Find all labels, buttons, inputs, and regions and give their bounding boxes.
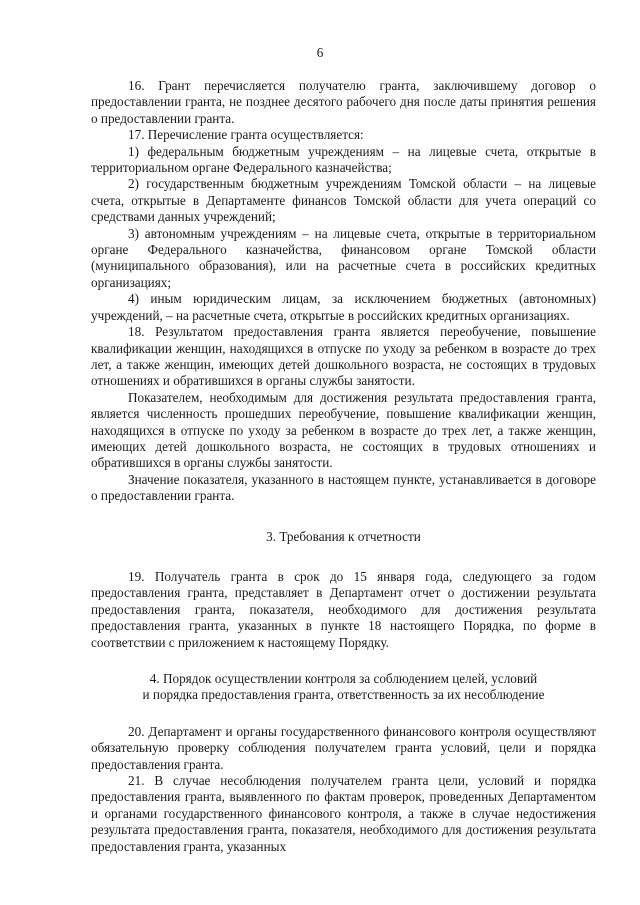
paragraph-20: 20. Департамент и органы государственного финансового контроля осуществляют обязательную проверку соблюдения получателем гранта условий, цели и порядка предоставления гранта. <box>91 723 596 772</box>
paragraph-17: 17. Перечисление гранта осуществляется: <box>128 127 364 143</box>
paragraph-18-indicator: Показателем, необходимым для достижения результата предоставления гранта, является численность прошедших переобучение, повышение квалификации женщин, находящихся в отпуске по уходу за ребенком в возрасте до трех лет, а также женщин, имеющих детей дошкольного возраста, не состоящих в трудовых отношениях и обратившихся в органы службы занятости. <box>91 389 596 471</box>
spacer <box>91 651 596 671</box>
spacer <box>91 505 596 529</box>
document-body <box>91 78 596 855</box>
paragraph-17-item-1: 1) федеральным бюджетным учреждениям – на лицевые счета, открытые в территориальном органе Федерального казначейства; <box>91 143 596 176</box>
spacer <box>91 704 596 724</box>
section-4-heading-line-1: 4. Порядок осуществлении контроля за соблюдением целей, условий <box>149 671 538 686</box>
spacer <box>91 545 596 569</box>
paragraph-18-value: Значение показателя, указанного в настоящем пункте, устанавливается в договоре о предоставлении гранта. <box>91 471 596 504</box>
section-4-heading-line-2: и порядка предоставления гранта, ответственность за их несоблюдение <box>142 687 545 703</box>
page-number: 6 <box>316 45 324 60</box>
section-3-heading: 3. Требования к отчетности <box>266 528 421 544</box>
paragraph-16: 16. Грант перечисляется получателю гранта, заключившему договор о предоставлении гранта, не позднее десятого рабочего дня после даты принятия решения о предоставлении гранта. <box>91 78 596 126</box>
paragraph-21: 21. В случае несоблюдения получателем гранта цели, условий и порядка предоставления гранта, выявленного по фактам проверок, проведенных Департаментом и органами государственного финансового контроля, а также в случае недостижения результата предоставления гранта, показателя, необходимого для достижения результата предоставления гранта, указанных <box>91 773 596 854</box>
paragraph-19: 19. Получатель гранта в срок до 15 января года, следующего за годом предоставления гранта, представляет в Департамент отчет о достижении результата предоставления гранта, показателя, необходимого для достижения результата предоставления гранта, указанных в пункте 18 настоящего Порядка, по форме в соответствии с приложением к настоящему Порядку. <box>91 568 596 650</box>
paragraph-17-item-4: 4) иным юридическим лицам, за исключением бюджетных (автономных) учреждений, – на расчетные счета, открытые в российских кредитных организациях. <box>91 291 596 323</box>
paragraph-17-item-3: 3) автономным учреждениям – на лицевые счета, открытые в территориальном органе Федерального казначейства, финансовом органе Томской области (муниципального образования), или на расчетные счета в российских кредитных организациях; <box>91 225 596 290</box>
paragraph-17-item-2: 2) государственным бюджетным учреждениям Томской области – на лицевые счета, открытые в Департаменте финансов Томской области для учета операций со средствами данных учреждений; <box>91 176 596 225</box>
paragraph-18: 18. Результатом предоставления гранта является переобучение, повышение квалификации женщин, находящихся в отпуске по уходу за ребенком в возрасте до трех лет, а также женщин, имеющих детей дошкольного возраста, не состоящих в трудовых отношениях и обратившихся в органы службы занятости. <box>91 324 596 389</box>
